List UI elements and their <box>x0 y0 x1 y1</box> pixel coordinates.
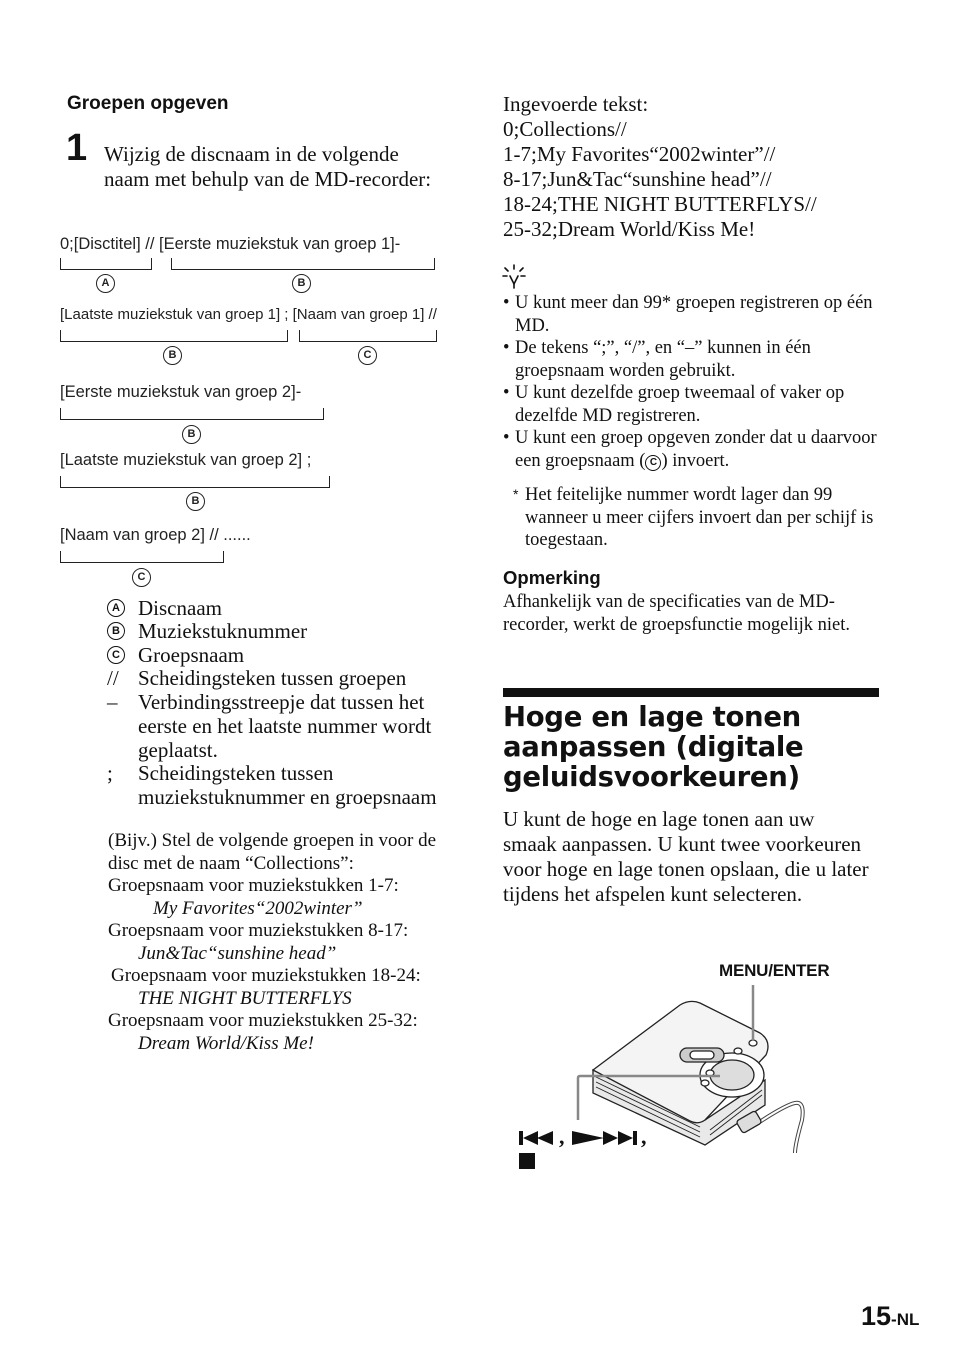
separator-comma: , <box>641 1124 647 1149</box>
legend-key: ; <box>107 761 113 785</box>
legend-text: Scheidingsteken tussen muziekstuknummer en groepsnaam <box>138 761 437 809</box>
example-group-value: THE NIGHT BUTTERFLYS <box>138 987 352 1009</box>
marker-b: B <box>163 346 182 365</box>
legend-text: Discnaam <box>138 596 222 620</box>
previous-track-icon <box>519 1130 555 1146</box>
entered-text-line: 0;Collections// <box>503 117 627 141</box>
legend-item <box>107 761 447 809</box>
example-group-label: Groepsnaam voor muziekstukken 25-32: <box>108 1010 418 1031</box>
bracket-last-track-2 <box>60 476 330 488</box>
marker-b: B <box>292 274 311 293</box>
entered-text-line: 25-32;Dream World/Kiss Me! <box>503 217 756 241</box>
legend-item <box>107 643 447 667</box>
section-title: Hoge en lage tonen aanpassen (digitale geluidsvoorkeuren) <box>503 701 804 793</box>
legend-item <box>107 690 447 762</box>
example-group-value: My Favorites“2002winter” <box>153 897 363 919</box>
footnote-mark: * <box>513 486 519 502</box>
marker-b: B <box>182 425 201 444</box>
legend-text: Groepsnaam <box>138 643 245 667</box>
footnote <box>511 484 881 552</box>
marker-c: C <box>645 455 661 471</box>
page-number-suffix: -NL <box>891 1310 920 1329</box>
play-icon <box>572 1130 606 1146</box>
legend-text: Scheidingsteken tussen groepen <box>138 666 407 690</box>
tip-item: • U kunt meer dan 99* groepen registreren op één MD. <box>503 292 883 337</box>
bracket-disc-title <box>60 258 152 270</box>
lightbulb-tip-icon <box>502 264 526 290</box>
diagram-line-5: [Naam van groep 2] // ...... <box>60 526 251 544</box>
section-subheading: Groepen opgeven <box>67 93 229 114</box>
bracket-first-track-1 <box>171 258 435 270</box>
bracket-last-track-1 <box>60 330 288 342</box>
legend-key: A <box>107 599 125 617</box>
step-text: Wijzig de discnaam in de volgende naam met behulp van de MD-recorder: <box>104 142 432 191</box>
entered-text-line: 18-24;THE NIGHT BUTTERFLYS// <box>503 192 817 216</box>
bracket-group-name-1 <box>299 330 437 342</box>
menu-enter-label: MENU/ENTER <box>719 961 830 980</box>
legend-item <box>107 619 447 643</box>
note-text: Afhankelijk van de specificaties van de MD-recorder, werkt de groepsfunctie mogelijk niet. <box>503 592 851 635</box>
separator-comma: , <box>559 1124 565 1149</box>
legend-text: Muziekstuknummer <box>138 619 308 643</box>
bracket-first-track-2 <box>60 408 324 420</box>
section-body: U kunt de hoge en lage tonen aan uw smaak aanpassen. U kunt twee voorkeuren voor hoge en lage tonen opslaan, die u later tijdens het afspelen kunt selecteren. <box>503 807 869 906</box>
tip-item <box>503 427 883 472</box>
legend-item <box>107 666 447 690</box>
diagram-line-3: [Eerste muziekstuk van groep 2]- <box>60 383 302 401</box>
footnote-text: Het feitelijke nummer wordt lager dan 99 wanneer u meer cijfers invoert dan per schijf is toegestaan. <box>525 485 874 550</box>
step-number: 1 <box>66 127 88 169</box>
example-group-label: Groepsnaam voor muziekstukken 1-7: <box>108 875 399 896</box>
legend-key: – <box>107 690 118 714</box>
diagram-line-4: [Laatste muziekstuk van groep 2] ; <box>60 451 312 469</box>
stop-icon <box>519 1153 535 1169</box>
example-intro: (Bijv.) Stel de volgende groepen in voor de disc met de naam “Collections”: <box>108 830 437 874</box>
page-number <box>861 1301 919 1332</box>
section-rule <box>503 688 879 697</box>
bracket-group-name-2 <box>60 551 224 563</box>
legend-text: Verbindingsstreepje dat tussen het eerste en het laatste nummer wordt geplaatst. <box>138 690 432 762</box>
legend-key: C <box>107 646 125 664</box>
page-number-value: 15 <box>861 1301 892 1331</box>
legend-item <box>107 596 447 620</box>
example-block <box>108 830 438 1055</box>
diagram-line-2: [Laatste muziekstuk van groep 1] ; [Naam van groep 1] // <box>60 306 437 323</box>
marker-a: A <box>96 274 115 293</box>
tips-list <box>503 292 883 472</box>
example-group-label: Groepsnaam voor muziekstukken 8-17: <box>108 920 409 941</box>
note-heading: Opmerking <box>503 567 601 588</box>
legend-key: B <box>107 622 125 640</box>
entered-text-line: 1-7;My Favorites“2002winter”// <box>503 142 776 166</box>
tip-text: U kunt een groep opgeven zonder dat u daarvoor een groepsnaam ( <box>515 428 877 471</box>
example-group-value: Jun&Tac“sunshine head” <box>138 942 337 964</box>
entered-text-line: 8-17;Jun&Tac“sunshine head”// <box>503 167 772 191</box>
marker-c: C <box>132 568 151 587</box>
tip-text: ) invoert. <box>661 450 730 471</box>
next-track-icon <box>603 1130 641 1146</box>
entered-text-block <box>503 92 883 242</box>
example-group-label: Groepsnaam voor muziekstukken 18-24: <box>111 965 421 986</box>
marker-b: B <box>186 492 205 511</box>
legend-key: // <box>107 666 119 690</box>
marker-c: C <box>358 346 377 365</box>
tip-item: • De tekens “;”, “/”, en “–” kunnen in één groepsnaam worden gebruikt. <box>503 337 883 382</box>
diagram-line-1: 0;[Disctitel] // [Eerste muziekstuk van groep 1]- <box>60 235 401 253</box>
tip-item: • U kunt dezelfde groep tweemaal of vaker op dezelfde MD registreren. <box>503 382 883 427</box>
entered-text-label: Ingevoerde tekst: <box>503 92 649 116</box>
example-group-value: Dream World/Kiss Me! <box>138 1032 314 1054</box>
